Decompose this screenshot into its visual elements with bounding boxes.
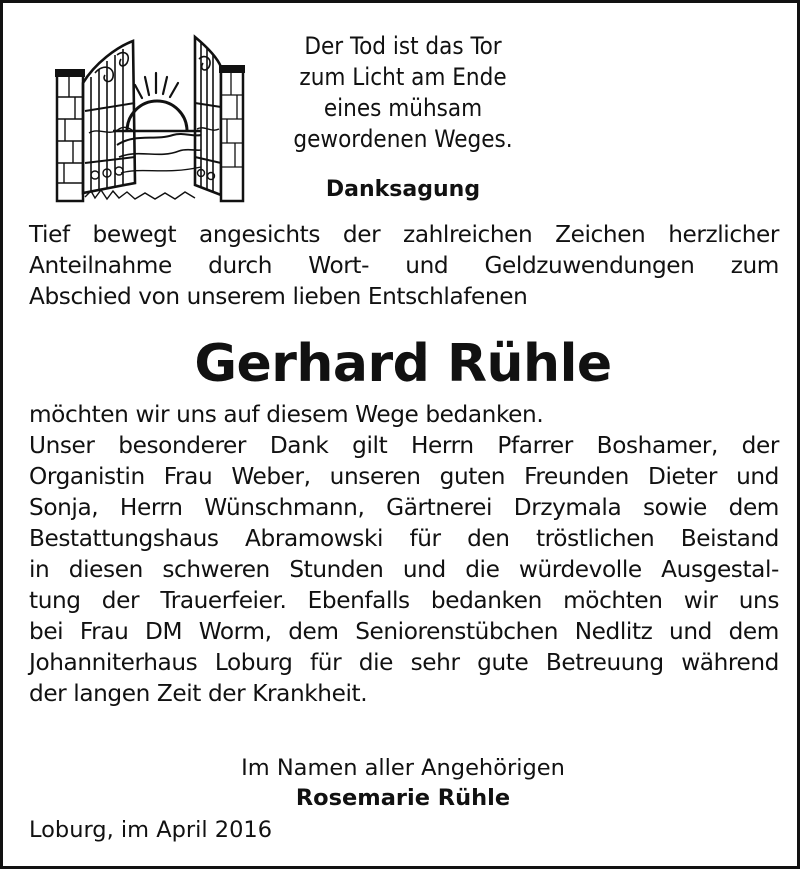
deceased-name: Gerhard Rühle — [194, 334, 612, 394]
intro-line: Tief bewegt angesichts der zahlreichen Zeichen herzlicher — [29, 221, 779, 248]
thanks-line: möchten wir uns auf diesem Wege bedanken. — [29, 401, 544, 428]
intro-paragraph — [29, 219, 779, 312]
header — [3, 25, 800, 195]
thanks-line: Sonja, Herrn Wünschmann, Gärtnerei Drzymala sowie dem — [29, 494, 779, 521]
motto-line: Der Tod ist das Tor — [304, 32, 502, 60]
thanks-line: in diesen schweren Stunden und die würdevolle Ausgestal- — [29, 556, 779, 583]
thanks-line: der langen Zeit der Krankheit. — [29, 680, 368, 707]
place-date: Loburg, im April 2016 — [29, 817, 273, 843]
thanks-line: bei Frau DM Worm, dem Seniorenstübchen Nedlitz und dem — [29, 618, 779, 645]
on-behalf-line: Im Namen aller Angehörigen — [241, 755, 565, 781]
signature-block — [3, 753, 800, 813]
signer-name: Rosemarie Rühle — [295, 785, 511, 811]
motto-verse — [265, 31, 541, 155]
motto-line: eines mühsam — [323, 94, 483, 122]
thanks-line: Unser besonderer Dank gilt Herrn Pfarrer Boshamer, der — [29, 432, 779, 459]
intro-line: Anteilnahme durch Wort- und Geldzuwendungen zum — [29, 252, 779, 279]
thanks-line: Organistin Frau Weber, unseren guten Freunden Dieter und — [29, 463, 779, 490]
heading-danksagung: Danksagung — [325, 177, 481, 202]
thanks-paragraph — [29, 399, 779, 709]
motto-line: zum Licht am Ende — [299, 63, 507, 91]
intro-line: Abschied von unserem lieben Entschlafenen — [29, 283, 528, 310]
thanks-line: Johanniterhaus Loburg für die sehr gute Betreuung während — [29, 649, 779, 676]
thanks-line: Bestattungshaus Abramowski für den tröstlichen Beistand — [29, 525, 779, 552]
motto-line: gewordenen Weges. — [293, 125, 513, 153]
thanks-line: tung der Trauerfeier. Ebenfalls bedanken möchten wir uns — [29, 587, 779, 614]
